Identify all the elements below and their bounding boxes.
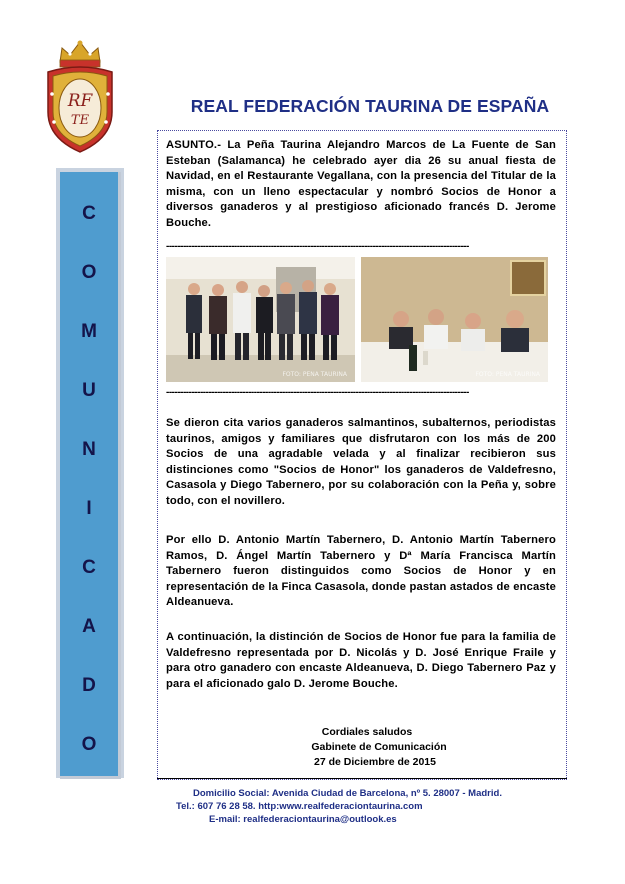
sidebar-letter: N (82, 439, 96, 460)
photo-watermark: FOTO: PEÑA TAURINA (282, 371, 347, 378)
asunto-label: ASUNTO.- (166, 139, 222, 151)
photo-dinner (361, 257, 548, 382)
crest-logo (40, 38, 120, 156)
paragraph-casasola: Por ello D. Antonio Martín Tabernero, D. Antonio Martín Tabernero Ramos, D. Ángel Martín Tabernero y Dª María Francisca Martín Tabernero fueron distinguidos como Socios de Honor y en representación de la Finca Casasola, donde pastan astados de encaste Aldeanueva. (166, 534, 556, 609)
intro-paragraph (166, 138, 556, 232)
sidebar-letter: C (82, 203, 96, 224)
sidebar-letter: O (81, 262, 97, 283)
footer-phone-web[interactable]: Tel.: 607 76 28 58. http:www.realfederaciontaurina.com (176, 801, 423, 812)
paragraph-valdefresno: A continuación, la distinción de Socios de Honor fue para la familia de Valdefresno representada por D. Nicolás y D. José Enrique Fraile y para otro ganadero con encaste Aldeanueva, D. Diego Tabernero Paz y para el aficionado galo D. Jerome Bouche. (166, 631, 556, 690)
svg-text:TE: TE (70, 113, 90, 128)
footer-divider (157, 778, 567, 779)
paragraph-guests: Se dieron cita varios ganaderos salmantinos, subalternos, periodistas taurinos, amigos y familiares que disfrutaron con los más de 200 Socios de una agradable velada y al finalizar recibieron sus distinciones como "Socios de Honor" los ganaderos de Valdefresno, Casasola y Diego Tabernero, por su colaboración con la Peña y, sobre todo, con el novillero. (166, 417, 556, 507)
photo-group (166, 257, 355, 382)
sidebar-letter: C (82, 557, 96, 578)
intro-text: La Peña Taurina Alejandro Marcos de La Fuente de San Esteban (Salamanca) he celebrado ayer dia 26 su anual fiesta de Navidad, en el Restaurante Vegallana, con la presencia del Titular de la misma, con un lleno espectacular y nombró Socios de Honor a diversos ganaderos y al prestigioso aficionado francés D. Jerome Bouche. (166, 139, 556, 229)
sidebar-letter: A (82, 616, 96, 637)
svg-text:RF: RF (67, 91, 93, 111)
footer-address: Domicilio Social: Avenida Ciudad de Barcelona, nº 5. 28007 - Madrid. (193, 788, 502, 799)
sidebar-letter: M (81, 321, 97, 342)
document-date: 27 de Diciembre de 2015 (314, 756, 436, 768)
sidebar-letter: O (81, 734, 97, 755)
separator-top: ----------------------------------------------------------------------------------------------------------- (166, 242, 469, 252)
closing-greeting: Cordiales saludos (321, 726, 413, 738)
signature: Gabinete de Comunicación (311, 741, 447, 753)
footer-email[interactable]: E-mail: realfederaciontaurina@outlook.es (209, 814, 397, 825)
sidebar-comunicado (56, 168, 124, 778)
sidebar-panel (60, 172, 121, 779)
page-title: REAL FEDERACIÓN TAURINA DE ESPAÑA (190, 96, 550, 116)
sidebar-letter: U (82, 380, 96, 401)
photo-watermark: FOTO: PEÑA TAURINA (475, 371, 540, 378)
sidebar-letter: I (86, 498, 92, 519)
sidebar-letter: D (82, 675, 96, 696)
separator-bottom: ----------------------------------------------------------------------------------------------------------- (166, 388, 469, 398)
